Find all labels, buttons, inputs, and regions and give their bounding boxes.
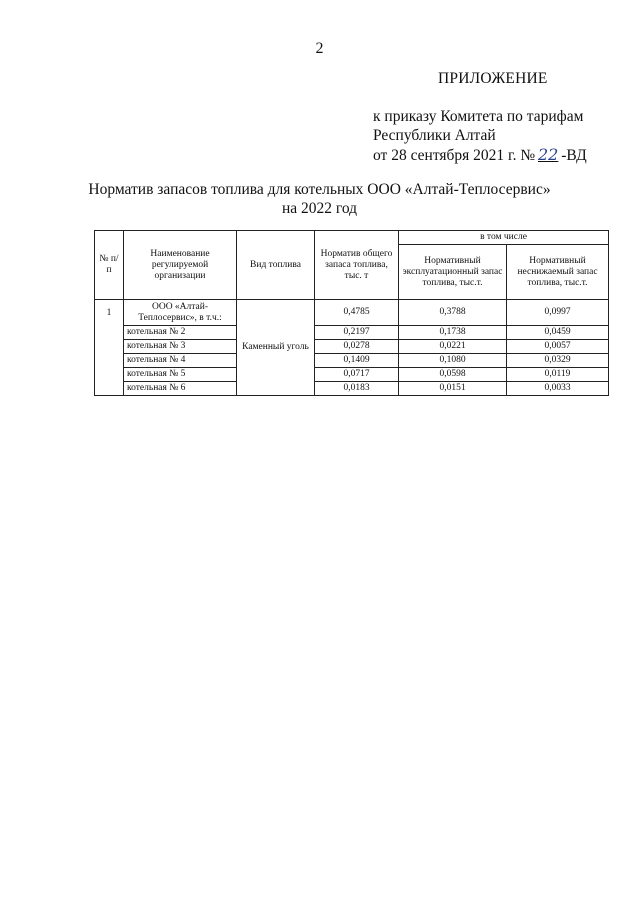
cell-nonreducible: 0,0119	[507, 368, 609, 382]
order-line-1: к приказу Комитета по тарифам	[373, 108, 584, 125]
table-row	[95, 354, 609, 368]
header-operational: Нормативный эксплуатационный запас топлива, тыс.т.	[399, 245, 507, 300]
cell-name: котельная № 6	[124, 382, 237, 396]
header-including: в том числе	[399, 231, 609, 245]
cell-fuel-type: Каменный уголь	[237, 300, 315, 396]
cell-total: 0,4785	[315, 300, 399, 326]
title-line-1: Норматив запасов топлива для котельных ООО «Алтай-Теплосервис»	[88, 181, 551, 198]
cell-name: котельная № 4	[124, 354, 237, 368]
cell-name: котельная № 5	[124, 368, 237, 382]
appendix-heading: ПРИЛОЖЕНИЕ	[438, 70, 548, 87]
cell-operational: 0,1738	[399, 326, 507, 340]
title-line-2: на 2022 год	[281, 200, 358, 217]
cell-total: 0,0717	[315, 368, 399, 382]
table-row	[95, 326, 609, 340]
cell-name: котельная № 3	[124, 340, 237, 354]
cell-total: 0,2197	[315, 326, 399, 340]
cell-operational: 0,3788	[399, 300, 507, 326]
header-total: Норматив общего запаса топлива, тыс. т	[315, 231, 399, 300]
table-row	[95, 368, 609, 382]
cell-total: 0,0278	[315, 340, 399, 354]
cell-total: 0,1409	[315, 354, 399, 368]
cell-name: ООО «Алтай-Теплосервис», в т.ч.:	[124, 300, 237, 326]
order-date: от 28 сентября 2021 г. №	[373, 147, 536, 164]
table-header-row	[95, 231, 609, 245]
table-row	[95, 382, 609, 396]
cell-nonreducible: 0,0459	[507, 326, 609, 340]
table-row	[95, 340, 609, 354]
cell-nonreducible: 0,0997	[507, 300, 609, 326]
cell-num: 1	[95, 300, 124, 396]
cell-operational: 0,0221	[399, 340, 507, 354]
order-line-3	[373, 145, 587, 165]
fuel-reserve-table	[94, 230, 609, 396]
header-fuel-type: Вид топлива	[237, 231, 315, 300]
order-reference	[373, 107, 587, 165]
header-nonreducible: Нормативный неснижаемый запас топлива, тыс.т.	[507, 245, 609, 300]
cell-operational: 0,0151	[399, 382, 507, 396]
cell-nonreducible: 0,0033	[507, 382, 609, 396]
page-number: 2	[315, 40, 324, 57]
cell-nonreducible: 0,0329	[507, 354, 609, 368]
cell-total: 0,0183	[315, 382, 399, 396]
header-name: Наименование регулируемой организации	[124, 231, 237, 300]
document-title	[0, 180, 639, 218]
cell-operational: 0,0598	[399, 368, 507, 382]
order-suffix: -ВД	[561, 147, 587, 164]
cell-operational: 0,1080	[399, 354, 507, 368]
cell-name: котельная № 2	[124, 326, 237, 340]
table-row	[95, 300, 609, 326]
order-line-2: Республики Алтай	[373, 127, 496, 144]
order-number-handwritten: 22	[538, 145, 559, 164]
cell-nonreducible: 0,0057	[507, 340, 609, 354]
header-num: № п/п	[95, 231, 124, 300]
